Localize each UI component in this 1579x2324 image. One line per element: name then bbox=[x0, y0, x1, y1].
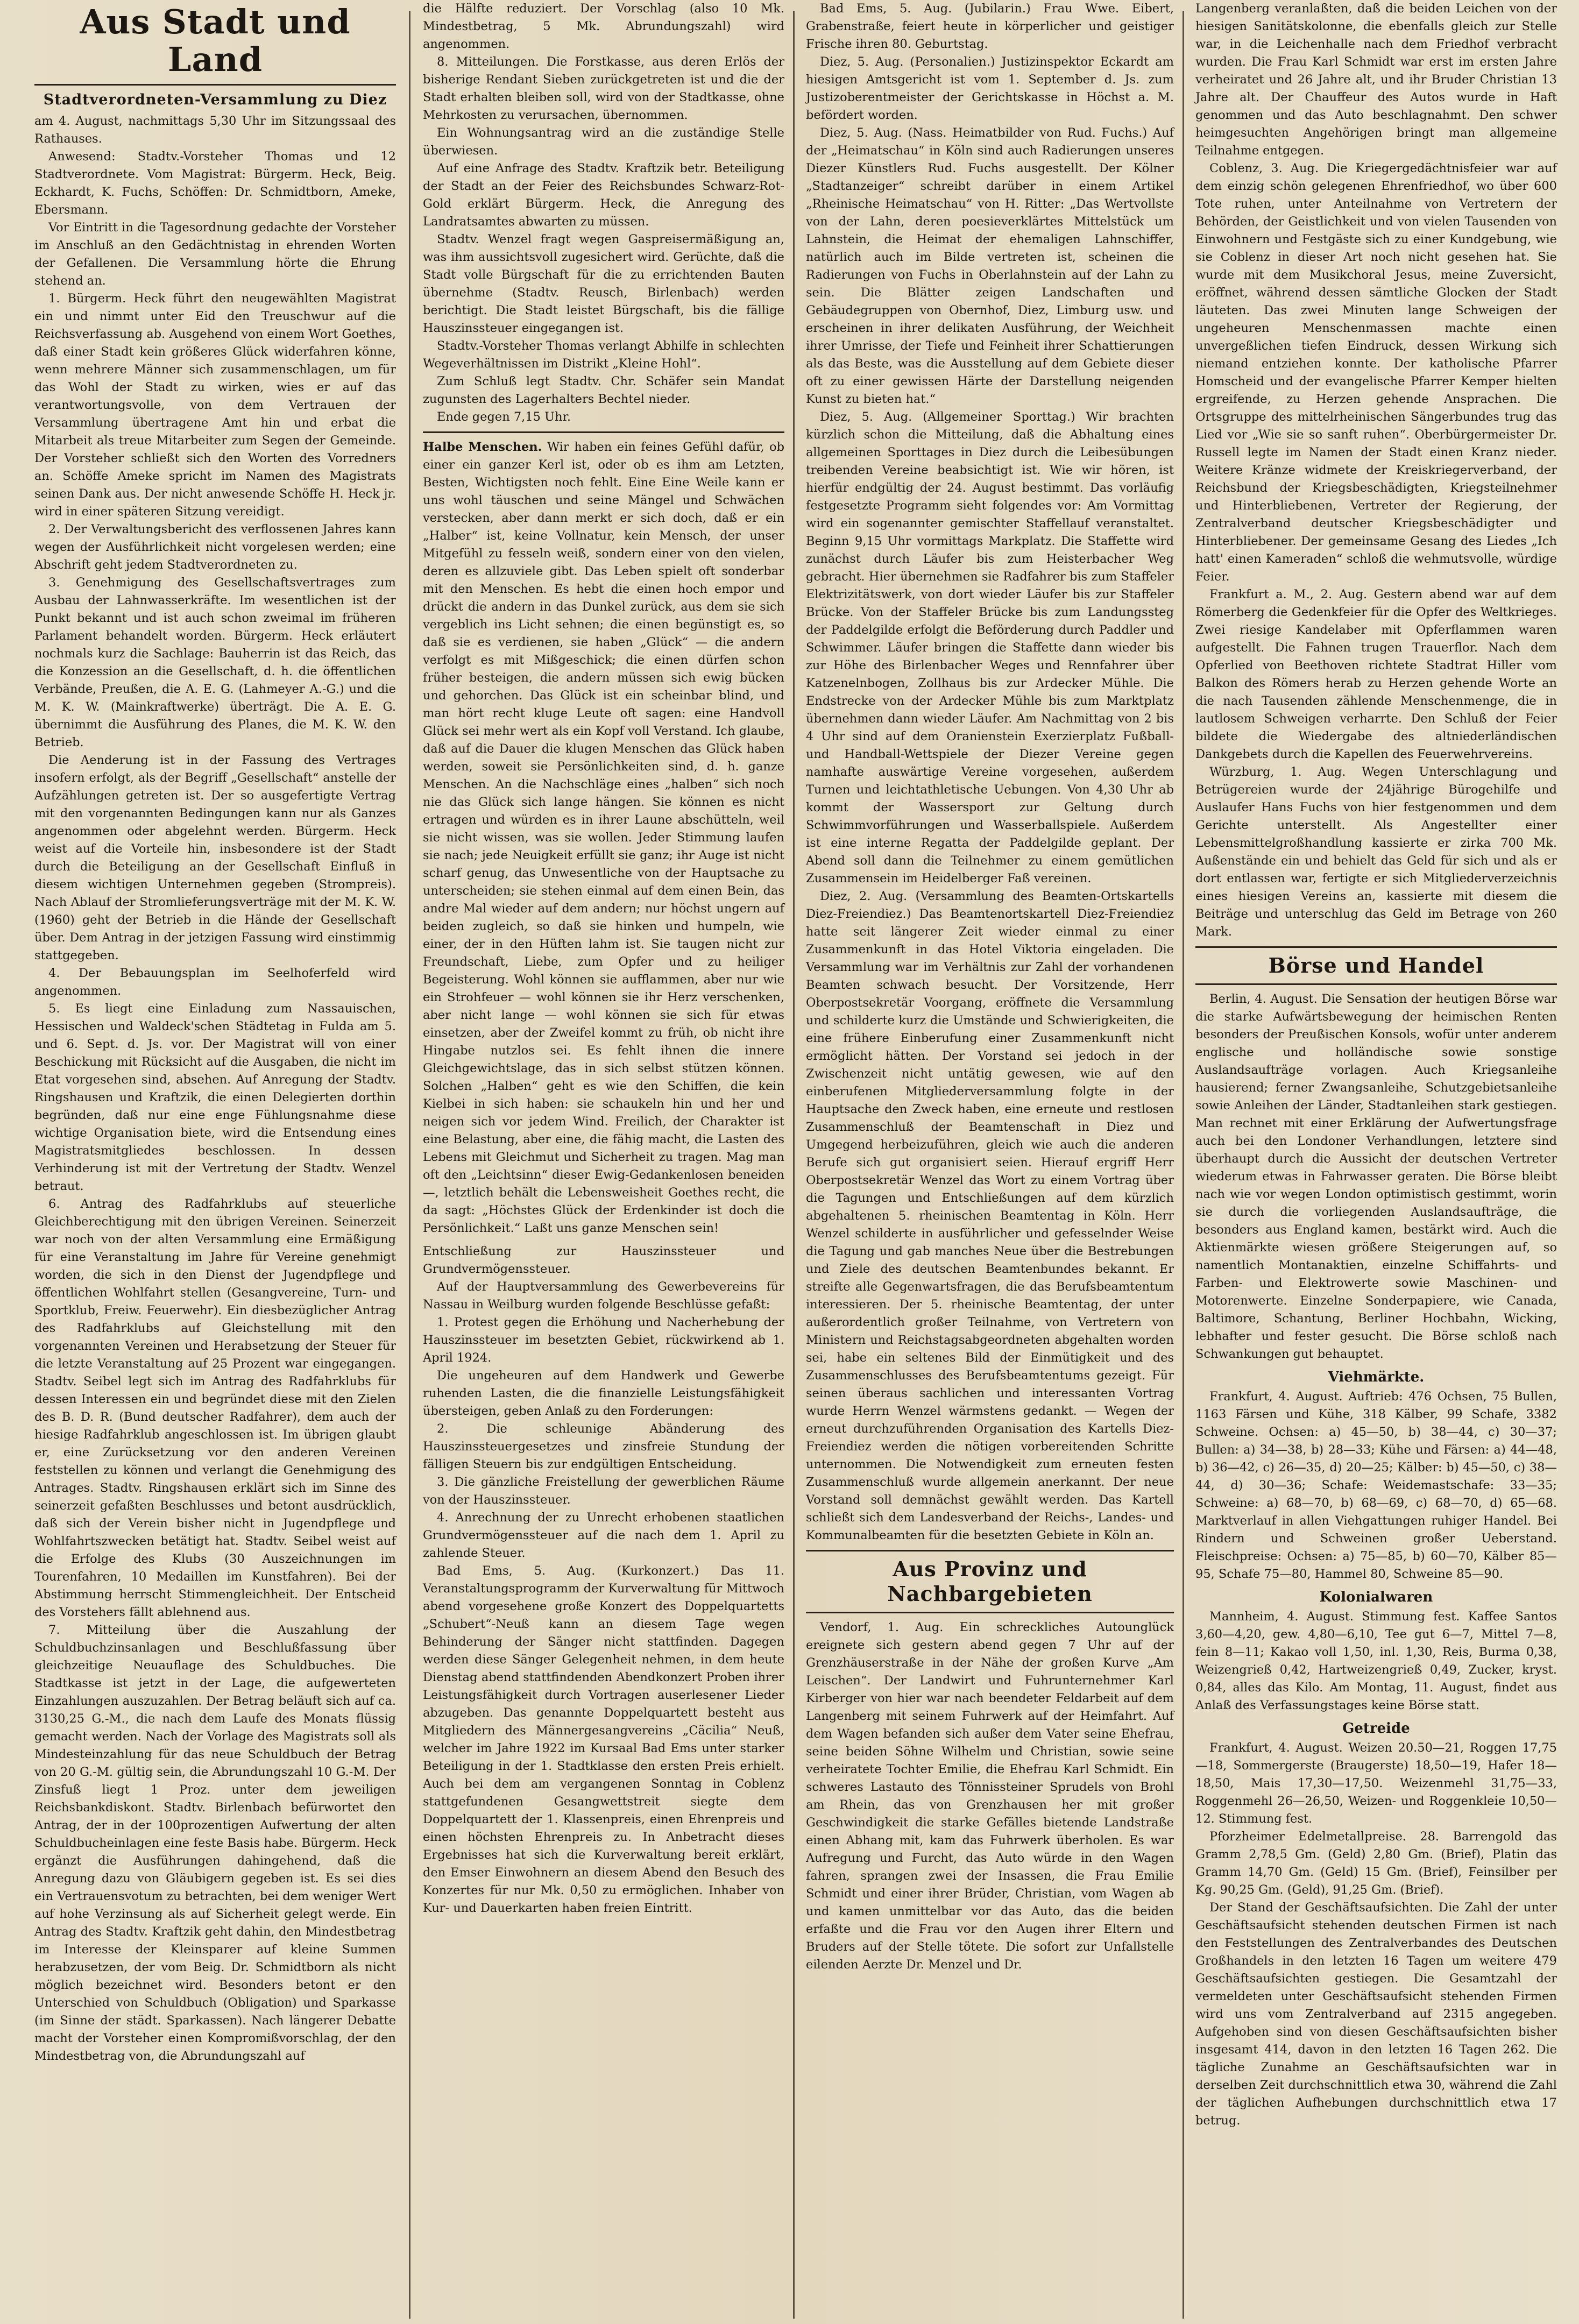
column-3 bbox=[798, 0, 1181, 2324]
section-heading-provinz: Aus Provinz und Nachbargebieten bbox=[887, 1557, 1093, 1606]
article-paragraph: Diez, 5. Aug. (Nass. Heimatbilder von Rud. Fuchs.) Auf der „Heimatschau“ in Köln sind auch Radierungen unseres Diezer Künstlers Rud. Fuchs ausgestellt. Der Kölner „Stadtanzeiger“ schreibt darüber in einem Artikel „Rheinische Heimatschau“ von H. Ritter: „Das Wertvollste von der Lahn, deren poesieverklärtes Mittelstück um Lahnstein, die Heimat der ehemaligen Lahnschiffer, natürlich auch im Bilde vertreten ist, scheinen die Radierungen von Fuchs in Oberlahnstein auf der Lahn zu sein. Die Blätter zeigen Landschaften und Gebäudegruppen von Obernhof, Diez, Limburg usw. und erscheinen in ihrer delikaten Ausführung, der Weichheit ihrer Umrisse, der Tiefe und Feinheit ihrer Schattierungen als das Beste, was die Ausstellung auf dem Gebiete dieser oft zu einer gewissen Härte der Darstellung neigenden Kunst zu bieten hat.“ bbox=[806, 126, 1174, 406]
article-paragraph: am 4. August, nachmittags 5,30 Uhr im Sitzungssaal des Rathauses. bbox=[34, 114, 396, 146]
article-paragraph: Frankfurt a. M., 2. Aug. Gestern abend war auf dem Römerberg die Gedenkfeier für die Opfer des Weltkrieges. Zwei riesige Kandelaber mit Opferflammen waren aufgestellt. Die Fahnen trugen Trauerflor. Nach dem Opferlied von Beethoven richtete Stadtrat Hiller vom Balkon des Römers herab zu Herzen gehende Worte an die nach Tausenden zählende Menschenmenge, die in lautlosem Schweigen verharrte. Den Schluß der Feier bildete die Wiedergabe des altniederländischen Dankgebets durch die Kapellen des Feuerwehrvereins. bbox=[1195, 587, 1557, 761]
article-paragraph: 4. Der Bebauungsplan im Seelhoferfeld wird angenommen. bbox=[34, 966, 396, 998]
divider bbox=[806, 1550, 1174, 1551]
divider bbox=[423, 431, 784, 433]
article-paragraph: Diez, 2. Aug. (Versammlung des Beamten-Ortskartells Diez-Freiendiez.) Das Beamtenortskartell Diez-Freiendiez hatte seit längerer Zeit wieder einmal zu einer Zusammenkunft in das Hotel Viktoria eingeladen. Die Versammlung war im Verhältnis zur Zahl der vorhandenen Beamten schwach besucht. Der Vorsitzende, Herr Oberpostsekretär Voorgang, eröffnete die Versammlung und schilderte kurz die Umstände und Schwierigkeiten, die eine frühere Einberufung einer Zusammenkunft nicht ermöglicht hätten. Der Vorstand sei jedoch in der Zwischenzeit nicht untätig gewesen, wie auf den einberufenen Mitgliederversammlung folgte in der Hauptsache den Zweck haben, eine erneute und restlosen Zusammenschluß der Beamtenschaft in Diez und Umgegend herbeizuführen, gleich wie auch die anderen Berufe sich gut organisiert seien. Hierauf ergriff Herr Oberpostsekretär Wenzel das Wort zu einem Vortrag über die Tagungen und Entschließungen auf dem kürzlich abgehaltenen 5. rheinischen Beamtentag in Köln. Herr Wenzel schilderte in ausführlicher und gefesselnder Weise die Tagung und gab manches Neue über die Bestrebungen und Ziele des deutschen Beamtenbundes bekannt. Er streifte alle Gegenwartsfragen, die das Berufsbeamtentum interessieren. Der 5. rheinische Beamtentag, der unter außerordentlich großer Teilnahme, von Vertretern von Ministern und Reichstagsabgeordneten abgehalten worden sei, habe ein seltenes Bild der Einmütigkeit und des Zusammenschlusses des Berufsbeamtentums gezeigt. Für seinen überaus sachlichen und interessanten Vortrag wurde Herrn Wenzel wärmstens gedankt. — Wegen der erneut durchzuführenden Organisation des Kartells Diez-Freiendiez werden die nötigen vorbereitenden Schritte unternommen. Die Notwendigkeit zum erneuten festen Zusammenschluß wurde allgemein anerkannt. Der neue Vorstand soll demnächst gewählt werden. Das Kartell schließt sich dem Landesverband der Reichs-, Landes- und Kommunalbeamten für die besetzten Gebiete in Köln an. bbox=[806, 889, 1174, 1542]
article-paragraph: Frankfurt, 4. August. Auftrieb: 476 Ochsen, 75 Bullen, 1163 Färsen und Kühe, 318 Kälber, 99 Schafe, 3382 Schweine. Ochsen: a) 45—50, b) 38—44, c) 30—37; Bullen: a) 34—38, b) 28—33; Kühe und Färsen: a) 44—48, b) 36—42, c) 26—35, d) 20—25; Kälber: b) 45—50, c) 38—44, d) 30—36; Schafe: Weidemastschafe: 33—35; Schweine: a) 68—70, b) 68—69, c) 68—70, d) 65—68. Marktverlauf in allen Viehgattungen ruhiger Handel. Bei Rindern und Schweinen großer Ueberstand. Fleischpreise: Ochsen: a) 75—85, b) 60—70, Kälber 85—95, Schafe 75—80, Hammel 80, Schweine 85—90. bbox=[1195, 1390, 1557, 1581]
article-paragraph: 6. Antrag des Radfahrklubs auf steuerliche Gleichberechtigung mit den übrigen Vereinen. Seinerzeit war noch von der alten Versammlung eine Ermäßigung für eine Veranstaltung im Jahre für Vereine genehmigt worden, die sich in den Dienst der Jugendpflege und öffentlichen Wohlfahrt stellen (Gesangvereine, Turn- und Sportklub, Freiw. Feuerwehr). Ein diesbezüglicher Antrag des Radfahrklubs auf Gleichstellung mit den vorgenannten Vereinen und Herabsetzung der Steuer für die letzte Veranstaltung auf 25 Prozent war eingegangen. Stadtv. Seibel legt sich im Antrag des Radfahrklubs für dessen Interessen ein und begründet diese mit den Zielen des B. D. R. (Bund deutscher Radfahrer), dem auch der hiesige Radfahrklub angeschlossen ist. Im übrigen glaubt er, eine Zurücksetzung vor den anderen Vereinen feststellen zu können und verlangt die Genehmigung des Antrages. Stadtv. Ringshausen erklärt sich im Sinne des seinerzeit gefaßten Beschlusses und betont ausdrücklich, daß sich der Verein bisher nicht in Jugendpflege und Wohlfahrtszwecken betätigt hat. Stadtv. Seibel weist auf die Erfolge des Klubs (30 Auszeichnungen im Tourenfahren, 10 Medaillen im Kunstfahren). Bei der Abstimmung herrscht Stimmengleichheit. Der Entscheid des Vorstehers fällt ablehnend aus. bbox=[34, 1197, 396, 1619]
article-paragraph: Frankfurt, 4. August. Weizen 20.50—21, Roggen 17,75—18, Sommergerste (Braugerste) 18,50—19, Hafer 18—18,50, Mais 17,30—17,50. Weizenmehl 31,75—33, Roggenmehl 26—26,50, Weizen- und Roggenkleie 10,50—12. Stimmung fest. bbox=[1195, 1741, 1557, 1826]
column-rule bbox=[409, 11, 410, 2319]
article-paragraph: 2. Die schleunige Abänderung des Hauszinssteuergesetzes und zinsfreie Stundung der fälligen Steuern bis zur endgültigen Entscheidung. bbox=[423, 1422, 784, 1471]
subheading-viehmaerkte: Viehmärkte. bbox=[1328, 1369, 1425, 1385]
article-paragraph: Stadtv. Wenzel fragt wegen Gaspreisermäßigung an, was ihm aussichtsvoll zugesichert wird. Gerüchte, daß die Stadt volle Bürgschaft für die zu errichtenden Bauten übernehme (Stadtv. Reusch, Birlenbach) werden berichtigt. Die Stadt leistet Bürgschaft, bis die fällige Hauszinssteuer eingegangen ist. bbox=[423, 232, 784, 335]
column-2 bbox=[415, 0, 792, 2324]
article-paragraph: Auf eine Anfrage des Stadtv. Kraftzik betr. Beteiligung der Stadt an der Feier des Reichsbundes Schwarz-Rot-Gold erklärt Bürgerm. Heck, die Anregung des Landratsamtes abwarten zu müssen. bbox=[423, 161, 784, 229]
subheading-kolonialwaren: Kolonialwaren bbox=[1319, 1589, 1433, 1605]
article-paragraph: Bad Ems, 5. Aug. (Jubilarin.) Frau Wwe. Eibert, Grabenstraße, feiert heute in körperlicher und geistiger Frische ihren 80. Geburtstag. bbox=[806, 2, 1174, 51]
column-4 bbox=[1188, 0, 1564, 2324]
article-paragraph: 1. Protest gegen die Erhöhung und Nacherhebung der Hauszinssteuer im besetzten Gebiet, rückwirkend ab 1. April 1924. bbox=[423, 1315, 784, 1365]
divider bbox=[806, 1612, 1174, 1613]
divider bbox=[1195, 983, 1557, 985]
article-paragraph: 7. Mitteilung über die Auszahlung der Schuldbuchzinsanlagen und Beschlußfassung über gleichzeitige Neuauflage des Schuldbuches. Die Stadtkasse ist jetzt in der Lage, die aufgewerteten Einzahlungen auszuzahlen. Der Betrag beläuft sich auf ca. 3130,25 G.-M., die nach dem Laufe des Monats flüssig gemacht werden. Nach der Vorlage des Magistrats soll als Mindesteinzahlung für das neue Schuldbuch der Betrag von 20 G.-M. gültig sein, die Abrundungszahl 10 G.-M. Der Zinsfuß liegt 1 Proz. unter dem jeweiligen Reichsbankdiskont. Stadtv. Birlenbach befürwortet den Antrag, der in der 100prozentigen Aufwertung der alten Schuldbucheinlagen eine feste Basis habe. Bürgerm. Heck ergänzt die Ausführungen dahingehend, daß die Anregung dazu von Gläubigern gegeben ist. Es sei dies ein Vertrauensvotum zu betrachten, bei dem weniger Wert auf hohe Verzinsung als auf Sicherheit gelegt werde. Ein Antrag des Stadtv. Kraftzik geht dahin, den Mindestbetrag im Interesse der Kleinsparer auf kleine Summen herabzusetzen, der vom Beig. Dr. Schmidtborn als nicht möglich bezeichnet wird. Besonders betont er den Unterschied von Schuldbuch (Obligation) und Sparkasse (im Sinne der städt. Sparkassen). Nach längerer Debatte macht der Vorsteher einen Kompromißvorschlag, der den Mindestbetrag von, die Abrundungszahl auf bbox=[34, 1623, 396, 2063]
article-paragraph: 1. Bürgerm. Heck führt den neugewählten Magistrat ein und nimmt unter Eid den Treuschwur auf die Reichsverfassung ab. Ausgehend von einem Wort Goethes, daß einer Stadt kein größeres Glück widerfahren könne, wenn mehrere Männer sich zusammenschlagen, um für das Wohl der Stadt zu wirken, wies er auf das verantwortungsvolle, von dem Vertrauen der Versammlung übertragene Amt hin und erbat die Mitarbeit als treue Mitarbeiter zum Segen der Gemeinde. Der Vorsteher schließt sich den Worten des Vorredners an. Schöffe Ameke spricht im Namen des Magistrats seinen Dank aus. Der nicht anwesende Schöffe H. Heck jr. wird in einer späteren Sitzung vereidigt. bbox=[34, 292, 396, 519]
column-rule bbox=[793, 11, 795, 2319]
article-paragraph: Bad Ems, 5. Aug. (Kurkonzert.) Das 11. Veranstaltungsprogramm der Kurverwaltung für Mittwoch abend vorgesehene große Konzert des Doppelquartetts „Schubert“-Neuß kann an diesem Tage wegen Behinderung der Sänger nicht stattfinden. Dagegen werden diese Sänger Gelegenheit nehmen, in dem heute Dienstag abend stattfindenden Abendkonzert Proben ihrer Leistungsfähigkeit durch Vortragen auserlesener Lieder abzugeben. Das genannte Doppelquartett besteht aus Mitgliedern des Männergesangvereins „Cäcilia“ Neuß, welcher im Jahre 1922 im Kursaal Bad Ems unter starker Beteiligung in der 1. Stadtklasse den ersten Preis erhielt. Auch bei dem am vergangenen Sonntag in Coblenz stattgefundenen Gesangwettstreit siegte dem Doppelquartett der 1. Klassenpreis, einen Ehrenpreis und einen höchsten Ehrenpreis zu. In Anbetracht dieses Ergebnisses hat sich die Kurverwaltung bereit erklärt, den Emser Einwohnern an diesem Abend den Besuch des Konzertes für nur Mk. 0,50 zu ermöglichen. Inhaber von Kur- und Dauerkarten haben freien Eintritt. bbox=[423, 1564, 784, 1915]
column-1 bbox=[27, 0, 403, 2324]
article-paragraph: die Hälfte reduziert. Der Vorschlag (also 10 Mk. Mindestbetrag, 5 Mk. Abrundungszahl) wird angenommen. bbox=[423, 2, 784, 51]
section-heading-boerse: Börse und Handel bbox=[1268, 953, 1484, 977]
article-paragraph: Auf der Hauptversammlung des Gewerbevereins für Nassau in Weilburg wurden folgende Beschlüsse gefaßt: bbox=[423, 1280, 784, 1312]
article-paragraph: Ein Wohnungsantrag wird an die zuständige Stelle überwiesen. bbox=[423, 126, 784, 158]
article-paragraph: 5. Es liegt eine Einladung zum Nassauischen, Hessischen und Waldeck'schen Städtetag in Fulda am 5. und 6. Sept. d. Js. vor. Der Magistrat will von einer Beschickung mit Rücksicht auf die Ausgaben, die nicht im Etat vorgesehen sind, absehen. Auf Anregung der Stadtv. Ringshausen und Kraftzik, die einen Delegierten dorthin begründen, daß nur eine enge Fühlungsnahme diese wichtige Organisation biete, wird die Entsendung eines Magistratsmitgliedes beschlossen. In dessen Verhinderung ist mit der Vertretung der Stadtv. Wenzel betraut. bbox=[34, 1002, 396, 1193]
article-paragraph: Der Stand der Geschäftsaufsichten. Die Zahl der unter Geschäftsaufsicht stehenden deutschen Firmen ist nach den Feststellungen des Zentralverbandes des Deutschen Großhandels in den letzten 16 Tagen um weitere 479 Geschäftsaufsichten gestiegen. Die Gesamtzahl der vermeldeten unter Geschäftsaufsicht stehenden Firmen wird uns vom Zentralverband auf 2315 angegeben. Aufgehoben sind von diesen Geschäftsaufsichten bisher insgesamt 414, davon in den letzten 16 Tagen 262. Die tägliche Zunahme an Geschäftsaufsichten war in derselben Zeit durchschnittlich etwa 30, während die Zahl der täglichen Aufhebungen durchschnittlich etwa 17 betrug. bbox=[1195, 1901, 1557, 2128]
divider bbox=[1195, 946, 1557, 948]
section-heading-stadt-land: Aus Stadt und Land bbox=[80, 2, 351, 79]
article-paragraph: 2. Der Verwaltungsbericht des verflossenen Jahres kann wegen der Ausführlichkeit nicht vorgelesen werden; eine Abschrift geht jedem Stadtverordneten zu. bbox=[34, 522, 396, 572]
article-paragraph: Die ungeheuren auf dem Handwerk und Gewerbe ruhenden Lasten, die die finanzielle Leistungsfähigkeit übersteigen, geben Anlaß zu den Forderungen: bbox=[423, 1369, 784, 1418]
article-paragraph: 3. Genehmigung des Gesellschaftsvertrages zum Ausbau der Lahnwasserkräfte. Im wesentlichen ist der Punkt bekannt und ist auch schon zweimal im früheren Parlament behandelt worden. Bürgerm. Heck erläutert nochmals kurz die Sachlage: Bauherrin ist das Reich, das die Konzession an die Gesellschaft, d. h. die öffentlichen Verbände, Preußen, die A. E. G. (Lahmeyer A.-G.) und die M. K. W. (Mainkraftwerke) überträgt. Die A. E. G. übernimmt die Ausführung des Planes, die M. K. W. den Betrieb. bbox=[34, 576, 396, 749]
article-title: Halbe Menschen. bbox=[423, 440, 542, 454]
article-paragraph: Anwesend: Stadtv.-Vorsteher Thomas und 12 Stadtverordnete. Vom Magistrat: Bürgerm. Heck, Beig. Eckhardt, K. Fuchs, Schöffen: Dr. Schmidtborn, Ameke, Ebersmann. bbox=[34, 150, 396, 217]
article-paragraph: Langenberg veranlaßten, daß die beiden Leichen von der hiesigen Sanitätskolonne, die ebenfalls gleich zur Stelle war, in die Leichenhalle nach dem Friedhof verbracht wurden. Die Frau Karl Schmidt war erst im ersten Jahre verheiratet und 26 Jahre alt, und ihr Bruder Christian 13 Jahre alt. Der Chauffeur des Autos wurde in Haft genommen und das Auto beschlagnahmt. Den schwer heimgesuchten Angehörigen bringt man allgemeine Teilnahme entgegen. bbox=[1195, 2, 1557, 158]
article-paragraph: Diez, 5. Aug. (Allgemeiner Sporttag.) Wir brachten kürzlich schon die Mitteilung, daß die Abhaltung eines allgemeinen Sporttages in Diez durch die Leibesübungen treibenden Vereine beabsichtigt ist. Wie wir hören, ist hierfür endgültig der 24. August bestimmt. Das vorläufig festgesetzte Programm sieht folgendes vor: Am Vormittag wird ein sogenannter gemischter Staffellauf veranstaltet. Beginn 9,15 Uhr vormittags Markplatz. Die Staffette wird zunächst durch Läufer bis zum Heisterbacher Weg gebracht. Hier übernehmen sie Radfahrer bis zum Staffeler Elektrizitätswerk, von dort wieder Läufer bis zur Staffeler Brücke. Von der Staffeler Brücke bis zum Landungssteg der Paddelgilde erfolgt die Beförderung durch Paddler und Schwimmer. Läufer bringen die Staffette dann wieder bis zur Höhe des Birlenbacher Weges und Rennfahrer über Katzenelnbogen, Zollhaus bis zur Ardecker Mühle. Die Endstrecke von der Ardecker Mühle bis zum Marktplatz übernehmen dann wieder Läufer. Am Nachmittag von 2 bis 4 Uhr sind auf dem Oranienstein Exerzierplatz Fußball- und Handball-Wettspiele der Diezer Vereine gegen namhafte auswärtige Vereine vorgesehen, außerdem Turnen und leichtathletische Uebungen. Von 4,30 Uhr ab kommt der Wassersport zur Geltung durch Schwimmvorführungen und Wasserballspiele. Außerdem ist eine interne Regatta der Paddelgilde geplant. Der Abend soll dann die Teilnehmer zu einem gemütlichen Zusammensein im Heidelberger Faß vereinen. bbox=[806, 410, 1174, 885]
article-paragraph: Stadtv.-Vorsteher Thomas verlangt Abhilfe in schlechten Wegeverhältnissen im Distrikt „Kleine Hohl“. bbox=[423, 339, 784, 371]
halbe-menschen-article bbox=[423, 438, 784, 1237]
article-paragraph: 8. Mitteilungen. Die Forstkasse, aus deren Erlös der bisherige Rendant Sieben zurückgetreten ist und die der Stadt erhalten bleiben soll, wird von der Stadtkasse, ohne Mehrkosten zu verursachen, übernommen. bbox=[423, 55, 784, 122]
article-title-hauszinssteuer: Entschließung zur Hauszinssteuer und Grundvermögenssteuer. bbox=[423, 1244, 784, 1276]
article-paragraph: Vendorf, 1. Aug. Ein schreckliches Autounglück ereignete sich gestern abend gegen 7 Uhr auf der Grenzhäuserstraße in der Nähe der großen Kurve „Am Leischen“. Der Landwirt und Fuhrunternehmer Karl Kirberger von hier war nach beendeter Feldarbeit auf dem Langenberg mit seinem Fuhrwerk auf der Heimfahrt. Auf dem Wagen befanden sich außer dem Vater seine Ehefrau, seine beiden Söhne Wilhelm und Christian, sowie seine verheiratete Tochter Emilie, die Ehefrau Karl Schmidt. Ein schweres Lastauto des Tönnissteiner Sprudels von Brohl am Rhein, das von Grenzhausen her mit großer Geschwindigkeit die starke Gefälles bietende Landstraße einen Abhang mit, kam das Fuhrwerk überholen. Es war Aufregung und Furcht, das Auto würde in den Wagen fahren, sprangen zwei der Insassen, die Frau Emilie Schmidt und einer ihrer Brüder, Christian, vom Wagen ab und kamen unmittelbar vor das Auto, das die beiden erfaßte und die Frau vor den Augen ihrer Eltern und Bruders auf der Stelle tötete. Die sofort zur Unfallstelle eilenden Aerzte Dr. Menzel und Dr. bbox=[806, 1620, 1174, 1972]
article-paragraph: 3. Die gänzliche Freistellung der gewerblichen Räume von der Hauszinssteuer. bbox=[423, 1475, 784, 1507]
article-paragraph: Die Aenderung ist in der Fassung des Vertrages insofern erfolgt, als der Begriff „Gesellschaft“ anstelle der Aufzählungen getreten ist. Der so ausgefertigte Vertrag mit den vorgenannten Bedingungen kann nur als Ganzes angenommen oder abgelehnt werden. Bürgerm. Heck weist auf die Vorteile hin, insbesondere ist der Stadt durch die Beteiligung an der Gesellschaft Einfluß in diesem wichtigen Unternehmen gegeben (Strompreis). Nach Ablauf der Stromlieferungsverträge mit der M. K. W. (1960) geht der Betrieb in die Hände der Gesellschaft über. Dem Antrag in der jetzigen Fassung wird einstimmig stattgegeben. bbox=[34, 753, 396, 962]
article-paragraph: Coblenz, 3. Aug. Die Kriegergedächtnisfeier war auf dem einzig schön gelegenen Ehrenfriedhof, wo über 600 Tote ruhen, unter Anteilnahme von Vertretern der Behörden, der Geistlichkeit und von vielen Tausenden von Einwohnern und Festgäste sich zu einer Kundgebung, wie sie Coblenz in dieser Art noch nicht gesehen hat. Sie wurde mit dem Musikchoral Jesus, meine Zuversicht, eröffnet, während dessen sämtliche Glocken der Stadt läuteten. Das zwei Minuten lange Schweigen der ungeheuren Menschenmassen machte einen unvergeßlichen tiefen Eindruck, dessen Wirkung sich niemand entziehen konnte. Der katholische Pfarrer Homscheid und der evangelische Pfarrer Kemper hielten ergreifende, zu Herzen gehende Ansprachen. Die Ortsgruppe des mittelrheinischen Sängerbundes trug das Lied vor „Wie sie so sanft ruhen“. Oberbürgermeister Dr. Russell legte im Namen der Stadt einen Kranz nieder. Weitere Kränze widmete der Kreiskriegerverband, der Reichsbund der Kriegsbeschädigten, Kriegsteilnehmer und Hinterbliebenen, Vertreter der Regierung, der Zentralverband deutscher Kriegsbeschädigter und Hinterbliebener. Der gemeinsame Gesang des Liedes „Ich hatt' einen Kameraden“ schloß die wehmutsvolle, würdige Feier. bbox=[1195, 161, 1557, 584]
subheading-getreide: Getreide bbox=[1342, 1720, 1410, 1737]
article-paragraph: Mannheim, 4. August. Stimmung fest. Kaffee Santos 3,60—4,20, gew. 4,80—6,10, Tee gut 6—7, Mittel 7—8, fein 8—11; Kakao voll 1,50, inl. 1,30, Reis, Burma 0,38, Weizengrieß 0,42, Hartweizengrieß 0,49, Zucker, kryst. 0,84, alles das Kilo. Am Montag, 11. August, findet aus Anlaß des Verfassungstages keine Börse statt. bbox=[1195, 1610, 1557, 1712]
article-paragraph: Zum Schluß legt Stadtv. Chr. Schäfer sein Mandat zugunsten des Lagerhalters Bechtel nieder. bbox=[423, 374, 784, 406]
article-paragraph: 4. Anrechnung der zu Unrecht erhobenen staatlichen Grundvermögenssteuer auf die nach dem 1. April zu zahlende Steuer. bbox=[423, 1511, 784, 1560]
column-rule bbox=[1183, 11, 1184, 2319]
article-paragraph: Diez, 5. Aug. (Personalien.) Justizinspektor Eckardt am hiesigen Amtsgericht ist vom 1. September d. Js. zum Justizoberentmeister der Gerichtskasse in Höchst a. M. befördert worden. bbox=[806, 55, 1174, 122]
article-title-stadtverordneten: Stadtverordneten-Versammlung zu Diez bbox=[43, 91, 387, 108]
article-paragraph: Pforzheimer Edelmetallpreise. 28. Barrengold das Gramm 2,78,5 Gm. (Geld) 2,80 Gm. (Brief), Platin das Gramm 14,70 Gm. (Geld) 15 Gm. (Brief), Feinsilber per Kg. 90,25 Gm. (Geld), 91,25 Gm. (Brief). bbox=[1195, 1830, 1557, 1897]
article-paragraph: Ende gegen 7,15 Uhr. bbox=[437, 410, 571, 424]
article-paragraph: Vor Eintritt in die Tagesordnung gedachte der Vorsteher im Anschluß an den Gedächtnistag in ehrenden Worten der Gefallenen. Die Versammlung hörte die Ehrung stehend an. bbox=[34, 221, 396, 288]
divider bbox=[34, 84, 396, 86]
article-paragraph: Berlin, 4. August. Die Sensation der heutigen Börse war die starke Aufwärtsbewegung der heimischen Renten besonders der Preußischen Konsols, wofür unter anderem englische und holländische sowie sonstige Auslandsaufträge vorlagen. Auch Kriegsanleihe hausierend; ferner Zwangsanleihe, Schutzgebietsanleihe sowie Anleihen der Länder, Stadtanleihen stark gestiegen. Man rechnet mit einer Erklärung der Aufwertungsfrage auch bei den Londoner Verhandlungen, letztere sind überhaupt durch die Aussicht der deutschen Vertreter wiederum etwas in Fahrwasser geraten. Die Börse bleibt nach wie vor wegen London optimistisch gestimmt, worin sie durch die vorliegenden Auslandsaufträge, die besonders aus England kamen, bestärkt wird. Auch die Aktienmärkte wiesen größere Steigerungen auf, so namentlich Montanaktien, einzelne Schiffahrts- und Farben- und Elektrowerte sowie Maschinen- und Motorenwerte. Einzelne Sonderpapiere, wie Canada, Baltimore, Schantung, Berliner Hochbahn, Wicking, lebhafter und fester gesucht. Die Börse schloß nach Schwankungen gut behauptet. bbox=[1195, 992, 1557, 1361]
article-paragraph: Würzburg, 1. Aug. Wegen Unterschlagung und Betrügereien wurde der 24jährige Bürogehilfe und Auslaufer Hans Fuchs von hier festgenommen und dem Gerichte unterstellt. Als Angestellter einer Lebensmittelgroßhandlung kassierte er zirka 700 Mk. Außenstände ein und behielt das Geld für sich und als er dort entlassen war, fertigte er sich Mitgliederverzeichnis eines hiesigen Vereins an, kassierte mit diesem die Beiträge und unterschlug das Geld im Betrage von 260 Mark. bbox=[1195, 765, 1557, 939]
article-text: Wir haben ein feines Gefühl dafür, ob einer ein ganzer Kerl ist, oder ob es ihm am Letzten, Besten, Wichtigsten noch fehlt. Eine Eine Weile kann er uns wohl täuschen und seine Mängel und Schwächen verstecken, aber dann merkt er sich doch, daß er ein „Halber“ ist, keine Vollnatur, kein Mensch, der unser Mitgefühl zu fesseln weiß, sondern einer von den vielen, deren es allzuviele gibt. Das Leben spielt oft sonderbar mit den Menschen. Es hebt die einen hoch empor und drückt die andern in das Dunkel zurück, aus dem sie sich vergeblich ins Licht sehnen; die einen begünstigt es, so daß sie es verdienen, sie haben „Glück“ — die andern verfolgt es mit Mißgeschick; die einen dürfen schon früher besteigen, die andern müssen sich ewig bücken und gehorchen. Das Glück ist ein scheinbar blind, und man hört recht kluge Leute oft sagen: eine Handvoll Glück sei mehr wert als ein Kopf voll Verstand. Ich glaube, daß auf die Dauer die klugen Menschen das Glück haben werden, soweit sie Persönlichkeiten sind, d. h. ganze Menschen. An die Nachschläge eines „halben“ sich noch nie das Glück sich lange hängen. Sie können es nicht ertragen und würden es in ihrer Laune abschütteln, weil sie nicht wissen, was sie wollen. Jeder Stimmung laufen sie nach; jede Neuigkeit erfüllt sie ganz; ihr Auge ist nicht scharf genug, das Unwesentliche von der Hauptsache zu unterscheiden; sie stehen einmal auf dem einen Bein, das andre Mal wieder auf dem andern; nur höchst ungern auf beiden zugleich, so daß sie hinken und humpeln, wie einer, der in den Hüften lahm ist. Sie taugen nicht zur Freundschaft, Liebe, zum Opfer und zu heiliger Begeisterung. Wohl können sie aufflammen, aber nur wie ein Strohfeuer — wohl können sie ihr Herz verschenken, aber nicht lange — wohl können sie sich für etwas einsetzen, aber der Zweifel kommt zu früh, ob nicht ihre Hingabe nutzlos sei. Es fehlt ihnen die innere Gleichgewichtslage, das in sich selbst stützen können. Solchen „Halben“ geht es wie den Schiffen, die kein Kielbei in sich haben: sie schaukeln hin und her und neigen sich vor jedem Wind. Freilich, der Charakter ist eine Belastung, aber eine, die fähig macht, die Lasten des Lebens mit Gleichmut und Sicherheit zu tragen. Mag man oft den „Leichtsinn“ dieser Ewig-Gedankenlosen beneiden —, letztlich behält die Lebensweisheit Goethes recht, die da sagt: „Höchstes Glück der Erdenkinder ist doch die Persönlichkeit.“ Laßt uns ganze Menschen sein! bbox=[423, 440, 784, 1235]
